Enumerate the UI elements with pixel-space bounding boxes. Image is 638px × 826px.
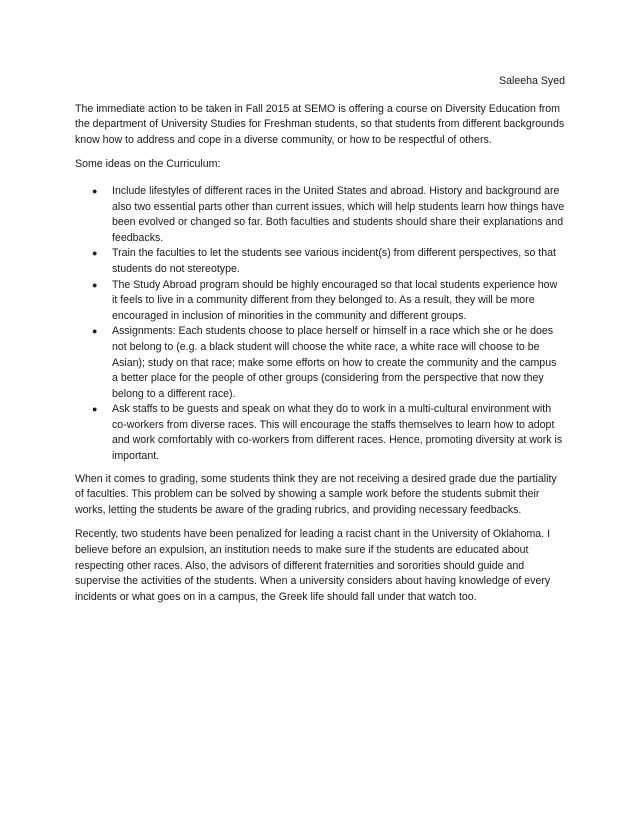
list-item-text: Include lifestyles of different races in the United States and abroad. History and background are also two essential parts other than current issues, which will help students learn how things have been evolved or changed so far. Both faculties and students should share their explanations and feedbacks. xyxy=(112,184,565,244)
bullet-icon: ● xyxy=(92,326,98,337)
list-item-text: Train the faculties to let the students see various incident(s) from different perspectives, so that students do not stereotype. xyxy=(112,247,556,275)
ideas-heading: Some ideas on the Curriculum: xyxy=(75,158,221,171)
author-name: Saleeha Syed xyxy=(499,75,565,87)
list-item xyxy=(75,278,565,325)
bullet-icon: ● xyxy=(92,185,98,196)
curriculum-ideas-list xyxy=(75,184,565,465)
bullet-icon: ● xyxy=(92,404,98,415)
bullet-icon: ● xyxy=(92,279,98,290)
bullet-icon: ● xyxy=(92,248,98,259)
list-item-text: The Study Abroad program should be highly encouraged so that local students experience how it feels to live in a community different from they belonged to. As a result, they will be more encouraged in inclusion of minorities in the community and different groups. xyxy=(112,278,558,322)
document-page xyxy=(75,74,565,614)
list-item xyxy=(75,246,565,277)
closing-paragraph: Recently, two students have been penalized for leading a racist chant in the University of Oklahoma. I believe before an expulsion, an institution needs to make sure if the students are educated about respecting other races. Also, the advisors of different fraternities and sororities should guide and supervise the activities of the students. When a university considers about having knowledge of every incidents or what goes on in a campus, the Greek life should fall under that watch too. xyxy=(75,528,551,603)
list-item xyxy=(75,402,565,464)
intro-paragraph: The immediate action to be taken in Fall 2015 at SEMO is offering a course on Diversity Education from the department of University Studies for Freshman students, so that students from different backgrounds know how to address and cope in a diverse community, or how to be respectful of others. xyxy=(75,102,565,146)
grading-paragraph: When it comes to grading, some students think they are not receiving a desired grade due the partiality of faculties. This problem can be solved by showing a sample work before the students submit their works, letting the students be aware of the grading rubrics, and providing necessary feedbacks. xyxy=(75,472,557,516)
list-item xyxy=(75,184,565,246)
list-item-text: Assignments: Each students choose to place herself or himself in a race which she or he does not belong to (e.g. a black student will choose the white race, a white race will choose to be Asian); study on that race; make some efforts on how to create the community and the campus a better place for the people of other groups (considering from the perspective that now they belong to a different race). xyxy=(112,325,557,400)
list-item-text: Ask staffs to be guests and speak on what they do to work in a multi-cultural environment with co-workers from diverse races. This will encourage the staffs themselves to learn how to adopt and work comfortably with co-workers from different races. Hence, promoting diversity at work is important. xyxy=(112,403,563,463)
list-item xyxy=(75,324,565,402)
